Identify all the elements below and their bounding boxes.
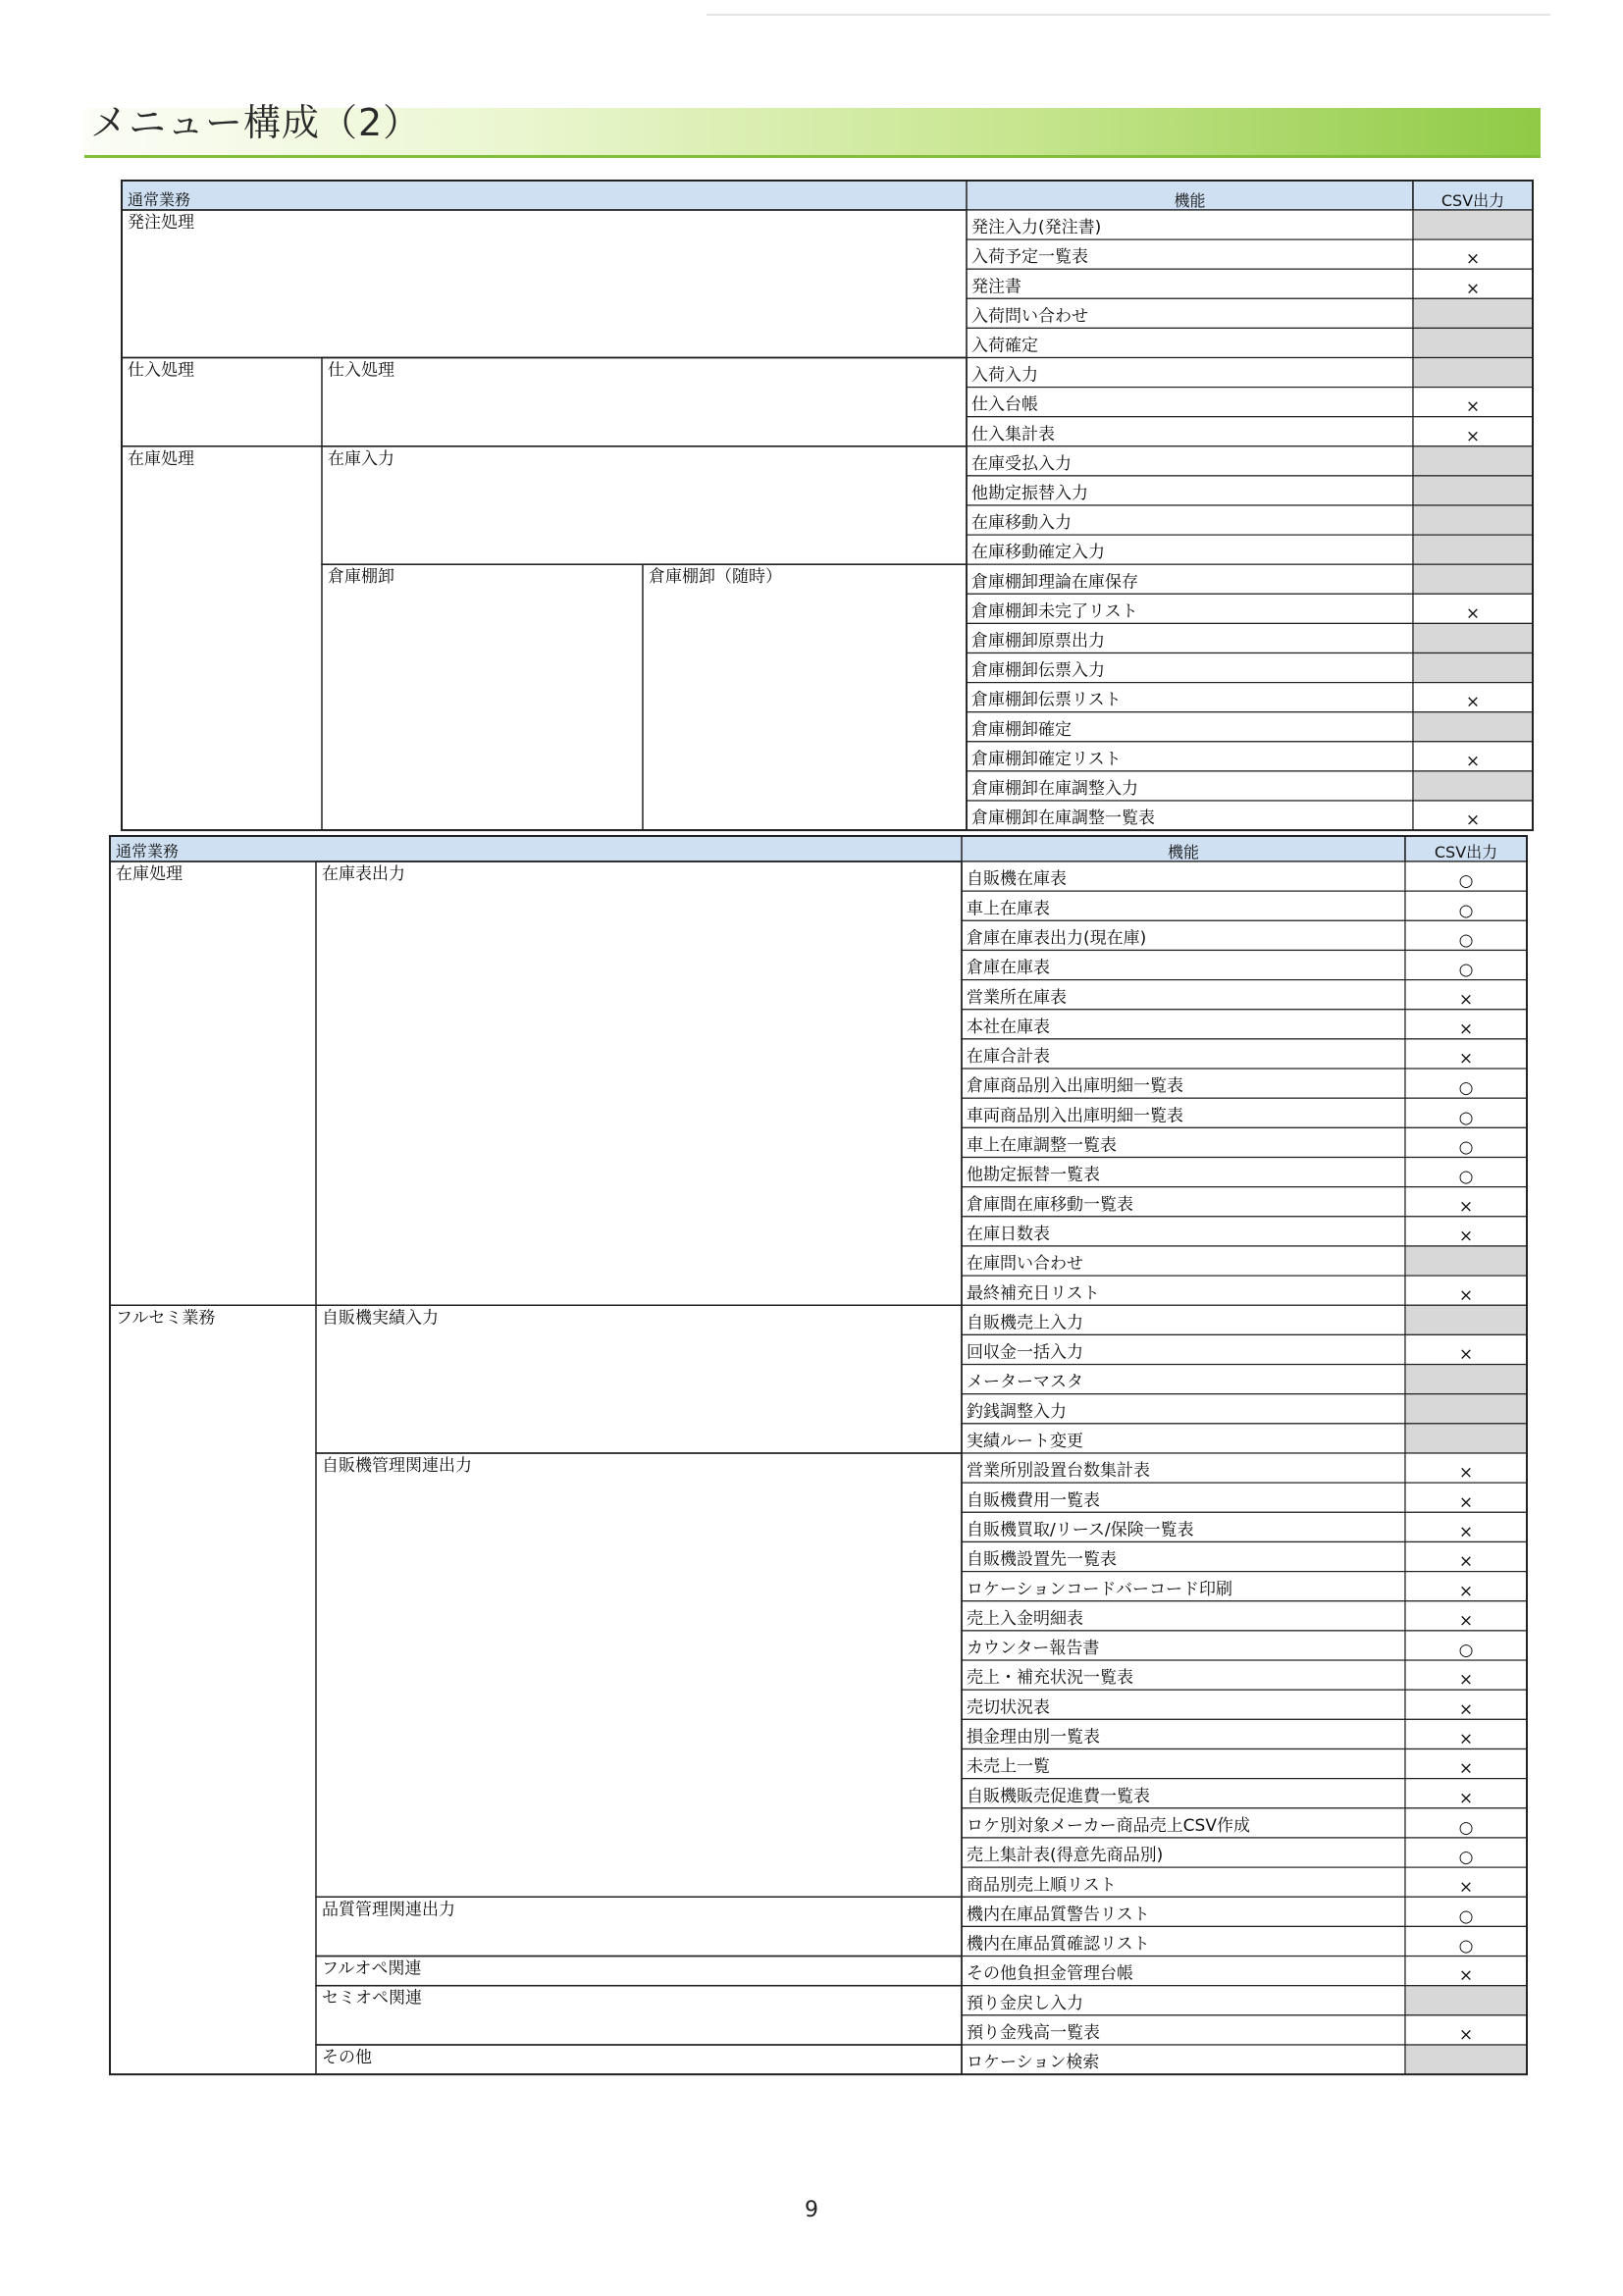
section1-csv-cell [1413, 623, 1533, 652]
section1-category-cell [322, 564, 967, 830]
section2-csv-mark: × [1458, 2025, 1474, 2045]
section2-csv-mark: ○ [1458, 930, 1474, 951]
section2-csv-mark: × [1458, 1226, 1474, 1246]
section2-csv-mark: × [1458, 989, 1474, 1010]
section1-function-label: 仕入台帳 [971, 394, 1038, 415]
section2-category-cell [316, 1453, 962, 1897]
section1-function-label: 発注入力(発注書) [971, 218, 1102, 238]
section2-csv-cell [1405, 2045, 1527, 2074]
section1-csv-cell [1413, 358, 1533, 388]
section2-header-csv: CSV出力 [1434, 843, 1498, 861]
section1-function-label: 倉庫棚卸伝票入力 [971, 660, 1105, 681]
section2-csv-mark: ○ [1458, 1137, 1474, 1158]
section1-function-label: 倉庫棚卸未完了リスト [971, 601, 1138, 622]
section1-csv-cell [1413, 505, 1533, 535]
section2-function-label: 倉庫在庫表出力(現在庫) [967, 928, 1147, 949]
section2-function-label: 自販機販売促進費一覧表 [967, 1786, 1150, 1806]
section1-category-label: 仕入処理 [128, 360, 194, 381]
section1-csv-mark: × [1465, 692, 1481, 712]
section2-function-label: 釣銭調整入力 [967, 1401, 1067, 1422]
section1-csv-mark: × [1465, 751, 1481, 771]
section2-function-label: 自販機費用一覧表 [967, 1490, 1100, 1511]
section2-csv-mark: × [1458, 1049, 1474, 1070]
section1-function-label: 在庫移動確定入力 [971, 543, 1105, 563]
section2-csv-mark: × [1458, 1492, 1474, 1513]
section2-function-label: 売上入金明細表 [967, 1608, 1083, 1629]
section2-category-label: セミオペ関連 [322, 1988, 422, 2009]
section2-function-label: 未売上一覧 [967, 1756, 1050, 1777]
section2-function-label: 売切状況表 [967, 1697, 1050, 1718]
section2-category-label: フルオペ関連 [322, 1958, 422, 1979]
section1-csv-cell [1413, 653, 1533, 683]
section2-function-label: 預り金残高一覧表 [967, 2023, 1100, 2043]
section2-function-label: 機内在庫品質警告リスト [967, 1905, 1150, 1925]
page-title: メニュー構成（2） [90, 101, 422, 144]
section2-category-label: 自販機実績入力 [322, 1308, 439, 1329]
section1-category-label: 在庫入力 [328, 448, 394, 469]
section1-csv-cell [1413, 210, 1533, 239]
section1-function-label: 仕入集計表 [971, 424, 1055, 444]
section1-csv-cell [1413, 564, 1533, 594]
section1-function-label: 入荷入力 [971, 365, 1038, 386]
section1-function-label: 入荷予定一覧表 [971, 247, 1088, 268]
section1-function-label: 倉庫棚卸確定リスト [971, 749, 1122, 769]
section2-category-label: フルセミ業務 [116, 1308, 216, 1329]
section2-function-label: その他負担金管理台帳 [967, 1963, 1133, 1984]
section2-function-label: 営業所別設置台数集計表 [967, 1461, 1150, 1482]
section1-category-cell [122, 358, 967, 446]
section2-function-label: ロケ別対象メーカー商品売上CSV作成 [967, 1815, 1250, 1836]
section2-csv-mark: × [1458, 1788, 1474, 1808]
section2-function-label: カウンター報告書 [967, 1639, 1100, 1659]
section2-csv-mark: ○ [1458, 1848, 1474, 1868]
section1-csv-mark: × [1465, 396, 1481, 417]
section1-category-label: 発注処理 [128, 213, 194, 233]
section2-csv-mark: ○ [1458, 871, 1474, 892]
section2-function-label: 回収金一括入力 [967, 1342, 1083, 1363]
section2-function-label: 自販機売上入力 [967, 1313, 1083, 1333]
section2-function-label: 倉庫在庫表 [967, 958, 1050, 978]
section1-function-cell [967, 269, 1413, 298]
section2-csv-mark: × [1458, 1463, 1474, 1484]
section2-category-label: その他 [322, 2048, 372, 2067]
section2-csv-cell [1405, 1424, 1527, 1453]
section1-csv-cell [1413, 535, 1533, 564]
section1-function-label: 他勘定振替入力 [971, 484, 1088, 503]
section2-function-label: 商品別売上順リスト [967, 1875, 1117, 1896]
section1-function-label: 倉庫棚卸確定 [971, 719, 1072, 740]
section1-category-cell [322, 358, 967, 446]
section2-csv-mark: × [1458, 1670, 1474, 1691]
section2-function-label: ロケーションコードバーコード印刷 [967, 1579, 1232, 1599]
section2-function-label: 車両商品別入出庫明細一覧表 [967, 1106, 1183, 1126]
section2-csv-cell [1405, 1246, 1527, 1276]
section1-function-label: 倉庫棚卸在庫調整入力 [971, 779, 1138, 799]
section2-category-cell [316, 861, 962, 1305]
section1-csv-cell [1413, 298, 1533, 328]
section2-csv-mark: × [1458, 1758, 1474, 1779]
section2-function-label: 本社在庫表 [967, 1017, 1050, 1037]
section2-csv-cell [1405, 1305, 1527, 1334]
section2-csv-mark: × [1458, 1729, 1474, 1749]
section2-category-cell [110, 1305, 962, 2074]
section1-csv-mark: × [1465, 603, 1481, 624]
section2-function-label: メーターマスタ [967, 1372, 1083, 1392]
section2-function-label: 自販機設置先一覧表 [967, 1549, 1117, 1570]
section2-csv-mark: ○ [1458, 1078, 1474, 1099]
section2-csv-mark: ○ [1458, 1936, 1474, 1957]
section2-csv-mark: × [1458, 1344, 1474, 1365]
section2-category-label: 在庫処理 [116, 864, 183, 884]
section2-category-label: 自販機管理関連出力 [322, 1456, 472, 1476]
section1-csv-cell [1413, 771, 1533, 801]
section1-category-label: 倉庫棚卸 [328, 567, 394, 588]
section2-csv-mark: × [1458, 1877, 1474, 1898]
section2-function-label: 実績ルート変更 [967, 1432, 1083, 1451]
section2-csv-mark: ○ [1458, 901, 1474, 921]
section1-csv-cell [1413, 712, 1533, 742]
section2-function-label: 在庫合計表 [967, 1047, 1050, 1068]
section1-function-label: 発注書 [971, 277, 1021, 297]
section1-csv-mark: × [1465, 426, 1481, 446]
section2-header-func: 機能 [1167, 843, 1200, 861]
section1-function-label: 入荷問い合わせ [971, 306, 1088, 327]
section2-function-label: ロケーション検索 [967, 2053, 1100, 2073]
section1-function-label: 在庫移動入力 [971, 513, 1072, 534]
section2-csv-mark: × [1458, 1018, 1474, 1039]
section2-function-label: 機内在庫品質確認リスト [967, 1934, 1150, 1955]
section2-function-label: 売上集計表(得意先商品別) [967, 1846, 1164, 1866]
section1-category-label: 倉庫棚卸（随時） [649, 567, 782, 588]
section1-csv-cell [1413, 328, 1533, 357]
section2-function-label: 車上在庫調整一覧表 [967, 1135, 1117, 1156]
section1-function-label: 倉庫棚卸在庫調整一覧表 [971, 809, 1155, 829]
section1-header-func: 機能 [1174, 191, 1206, 210]
section2-csv-mark: × [1458, 1196, 1474, 1217]
page-number: 9 [805, 2198, 818, 2222]
section2-function-label: 在庫日数表 [967, 1224, 1050, 1244]
section2-function-label: 在庫問い合わせ [967, 1254, 1083, 1275]
section2-category-label: 品質管理関連出力 [322, 1900, 455, 1920]
section2-csv-mark: ○ [1458, 1641, 1474, 1661]
section2-csv-mark: × [1458, 1610, 1474, 1631]
section2-function-label: 最終補充日リスト [967, 1283, 1100, 1304]
section1-function-label: 倉庫棚卸原票出力 [971, 631, 1105, 652]
section2-csv-mark: × [1458, 1522, 1474, 1542]
section1-function-label: 倉庫棚卸理論在庫保存 [971, 572, 1138, 593]
section1-category-cell [122, 210, 967, 358]
section2-csv-mark: × [1458, 1581, 1474, 1601]
section1-csv-mark: × [1465, 249, 1481, 270]
section1-function-label: 倉庫棚卸伝票リスト [971, 690, 1122, 710]
section1-csv-mark: × [1465, 279, 1481, 299]
section2-csv-mark: ○ [1458, 1167, 1474, 1187]
section2-function-label: 自販機在庫表 [967, 869, 1067, 890]
section2-csv-mark: ○ [1458, 1108, 1474, 1128]
section2-category-label: 在庫表出力 [322, 864, 405, 884]
section1-header-band [122, 181, 1413, 210]
section2-csv-mark: × [1458, 1965, 1474, 1986]
section2-function-label: 自販機買取/リース/保険一覧表 [967, 1520, 1194, 1540]
section1-csv-cell [1413, 476, 1533, 505]
section1-category-label: 仕入処理 [328, 360, 394, 381]
section1-category-cell [643, 564, 967, 830]
section2-function-label: 営業所在庫表 [967, 987, 1067, 1008]
section2-function-label: 倉庫間在庫移動一覧表 [967, 1194, 1133, 1215]
section1-csv-mark: × [1465, 810, 1481, 831]
section2-function-label: 損金理由別一覧表 [967, 1727, 1100, 1748]
section2-csv-mark: × [1458, 1699, 1474, 1720]
section2-function-label: 預り金戻し入力 [967, 1993, 1083, 2013]
section2-function-label: 倉庫商品別入出庫明細一覧表 [967, 1076, 1183, 1097]
section2-csv-cell [1405, 1986, 1527, 2015]
section2-header-label: 通常業務 [116, 842, 180, 861]
section2-csv-cell [1405, 1365, 1527, 1394]
section1-category-label: 在庫処理 [128, 448, 194, 469]
section1-header-label: 通常業務 [128, 190, 191, 209]
section2-function-label: 売上・補充状況一覧表 [967, 1668, 1133, 1689]
section2-function-label: 他勘定振替一覧表 [967, 1165, 1100, 1185]
section2-csv-mark: ○ [1458, 1817, 1474, 1838]
section2-category-cell [110, 861, 962, 1305]
section2-csv-cell [1405, 1394, 1527, 1424]
section2-csv-mark: ○ [1458, 960, 1474, 980]
section2-category-cell [316, 2045, 962, 2074]
section1-category-cell [322, 446, 967, 564]
section1-csv-cell [1413, 446, 1533, 476]
section2-csv-mark: × [1458, 1551, 1474, 1572]
section2-csv-mark: ○ [1458, 1906, 1474, 1927]
section1-header-csv: CSV出力 [1440, 191, 1505, 210]
section2-csv-mark: × [1458, 1285, 1474, 1306]
section1-category-cell [122, 446, 967, 830]
section2-header-band [110, 836, 1405, 861]
section2-function-label: 車上在庫表 [967, 899, 1050, 919]
section1-function-label: 在庫受払入力 [971, 453, 1072, 474]
section1-function-label: 入荷確定 [971, 336, 1038, 356]
